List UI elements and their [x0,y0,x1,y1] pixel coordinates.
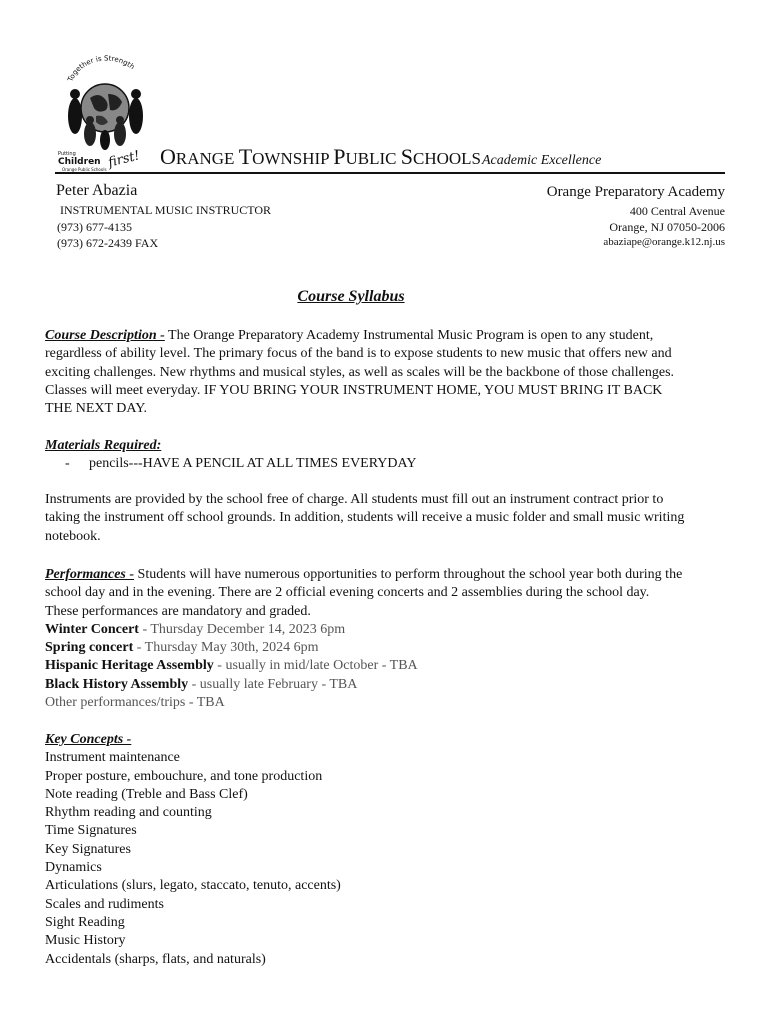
materials-item: - pencils---HAVE A PENCIL AT ALL TIMES EVERYDAY [65,456,417,472]
email-address: abaziape@orange.k12.nj.us [603,236,725,248]
district-name: ORANGE TOWNSHIP PUBLIC SCHOOLSAcademic Excellence [160,144,602,169]
list-item: Accidentals (sharps, flats, and naturals) [45,951,266,967]
event-hispanic-heritage: Hispanic Heritage Assembly - usually in mid/late October - TBA [45,658,418,674]
key-concepts-heading: Key Concepts - [45,732,132,747]
materials-note: Instruments are provided by the school free of charge. All students must fill out an instrument contract prior to taking the instrument off school grounds. In addition, students will receive a music folder and small music writing notebook. [45,492,685,544]
address-line-2: Orange, NJ 07050-2006 [609,220,725,234]
phone-number: (973) 677-4135 [57,220,132,234]
header-rule [55,172,725,174]
course-description [45,327,685,418]
fax-number: (973) 672-2439 FAX [57,236,159,250]
event-winter-concert: Winter Concert - Thursday December 14, 2023 6pm [45,621,346,637]
logo-children: Children [58,157,101,167]
event-black-history: Black History Assembly - usually late February - TBA [45,676,358,692]
svg-text:Together is Strength [66,55,136,84]
logo-district-small: Orange Public Schools [62,167,107,172]
event-other: Other performances/trips - TBA [45,695,225,711]
logo-first: first! [106,148,142,171]
materials-section [45,437,685,474]
list-item: Scales and rudiments [45,896,164,912]
list-item: Music History [45,933,126,949]
address-line-1: 400 Central Avenue [629,204,725,218]
list-item: Instrument maintenance [45,750,180,766]
instructor-name: Peter Abazia [56,182,138,199]
course-description-heading: Course Description - [45,328,165,343]
list-item: Dynamics [45,860,102,876]
performances-text: Students will have numerous opportunities to perform throughout the school year both during the school day and in the evening. There are 2 official evening concerts and 2 assemblies during the school day. These performances are mandatory and graded. [45,567,683,619]
key-concepts-section [45,731,685,969]
list-item: Rhythm reading and counting [45,805,212,821]
performances-section [45,566,685,712]
performances-heading: Performances - [45,567,135,582]
school-name: Orange Preparatory Academy [546,184,725,200]
course-description-text: The Orange Preparatory Academy Instrumental Music Program is open to any student, regardless of ability level. The primary focus of the band is to expose students to new music that offers new and exciting challenges. New rhythms and musical styles, as well as scales will be the backbone of those challenges. Classes will meet everyday. IF YOU BRING YOUR INSTRUMENT HOME, YOU MUST BRING IT BACK THE NEXT DAY. [45,328,675,417]
logo-arc-text: Together is Strength [66,54,137,83]
instructor-title: INSTRUMENTAL MUSIC INSTRUCTOR [60,203,272,217]
list-item: Key Signatures [45,841,131,857]
list-item: Proper posture, embouchure, and tone production [45,768,323,784]
district-logo [50,50,160,172]
event-spring-concert: Spring concert - Thursday May 30th, 2024 6pm [45,640,319,656]
list-item: Articulations (slurs, legato, staccato, tenuto, accents) [45,878,341,894]
tagline: Academic Excellence [482,153,602,168]
syllabus-title: Course Syllabus [297,288,405,305]
logo-putting: Putting [58,151,76,157]
materials-heading: Materials Required: [45,438,162,453]
list-item: Sight Reading [45,914,125,930]
list-item: Time Signatures [45,823,137,839]
list-item: Note reading (Treble and Bass Clef) [45,786,248,802]
